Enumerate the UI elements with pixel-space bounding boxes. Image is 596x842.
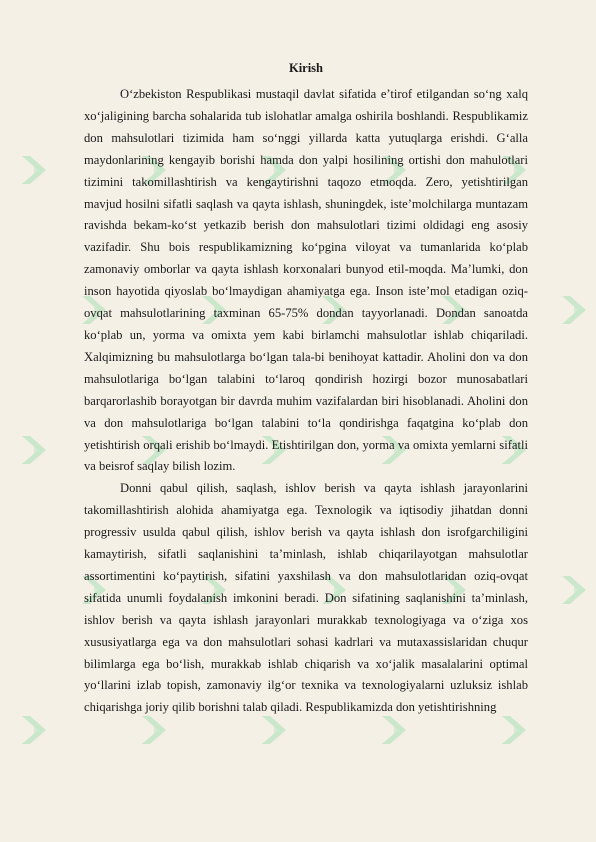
watermark-logo-icon <box>560 570 594 610</box>
watermark-logo-icon <box>20 150 54 190</box>
paragraph-1: O‘zbekiston Respublikasi mustaqil davlat sifatida e’tirof etilgandan so‘ng xalq xo‘jaligining barcha sohalarida tub islohatlar amalga oshirila boshlandi. Respublikamiz don mahsulotlari tizimida ham so‘nggi yillarda katta yutuqlarga erishdi. G‘alla maydonlarining kengayib borishi hamda don yalpi hosilining ortishi don mahulotlari tizimini takomillashtirish va kengaytirishni taqozo etmoqda. Zero, yetishtirilgan mavjud hosilni sifatli saqlash va qayta ishlash, shuningdek, iste’molchilarga muntazam ravishda bekam-ko‘st yetkazib berish don mahsulotlari tizimi oldidagi eng asosiy vazifadir. Shu bois respublikamizning ko‘pgina viloyat va tumanlarida ko‘plab zamonaviy omborlar va qayta ishlash korxonalari bunyod etil-moqda. Ma’lumki, don inson hayotida qiyoslab bo‘lmaydigan ahamiyatga ega. Inson iste’mol etadigan oziq-ovqat mahsulotlarining taxminan 65-75% dondan tayyorlanadi. Dondan sanoatda ko‘plab un, yorma va omixta yem kabi birlamchi mahsulotlar ishlab chiqariladi. Xalqimizning bu mahsulotlarga bo‘lgan tala-bi benihoyat kattadir. Aholini don va don mahsulotlariga bo‘lgan talabini to‘laroq qondirish hozirgi bozor munosabatlari barqarorlashib borayotgan bir davrda muhim vazifalardan biri hisoblanadi. Aholini don va don mahsulotlariga bo‘lgan talabini to‘la qondirishga faqatgina ko‘plab don yetishtirish orqali erishib bo‘lmaydi. Etishtirilgan don, yorma va omixta yemlarni sifatli va beisrof saqlay bilish lozim. <box>84 87 528 474</box>
watermark-logo-icon <box>20 710 54 750</box>
watermark-logo-icon <box>560 290 594 330</box>
document-page <box>84 58 528 719</box>
watermark-logo-icon <box>20 430 54 470</box>
paragraph-2: Donni qabul qilish, saqlash, ishlov berish va qayta ishlash jarayonlarini takomillashtirish alohida ahamiyatga ega. Texnologik va iqtisodiy jihatdan donni progressiv usulda qabul qilish, ishlov berish va qayta ishlash don isrofgarchiligini kamaytirish, sifatli saqlanishini ta’minlash, ishlab chiqarilayotgan mahsulotlar assortimentini ko‘paytirish, sifatini yaxshilash va don mahsulotlaridan oziq-ovqat sifatida unumli foydalanish imkonini beradi. Don sifatining saqlanishini ta’minlash, ishlov berish va qayta ishlash jarayonlari murakkab texnologiyaga va o‘ziga xos xususiyatlarga ega va don mahsulotlari sohasi kadrlari va mutaxassislaridan chuqur bilimlarga ega bo‘lish, murakkab ishlab chiqarish va xo‘jalik masalalarini optimal yo‘llarini izlab topish, zamonaviy ilg‘or texnika va texnologiyalarni uzluksiz ishlab chiqarishga joriy qilib borishni talab qiladi. Respublikamizda don yetishtirishning <box>84 481 528 715</box>
page-title: Kirish <box>288 61 324 75</box>
